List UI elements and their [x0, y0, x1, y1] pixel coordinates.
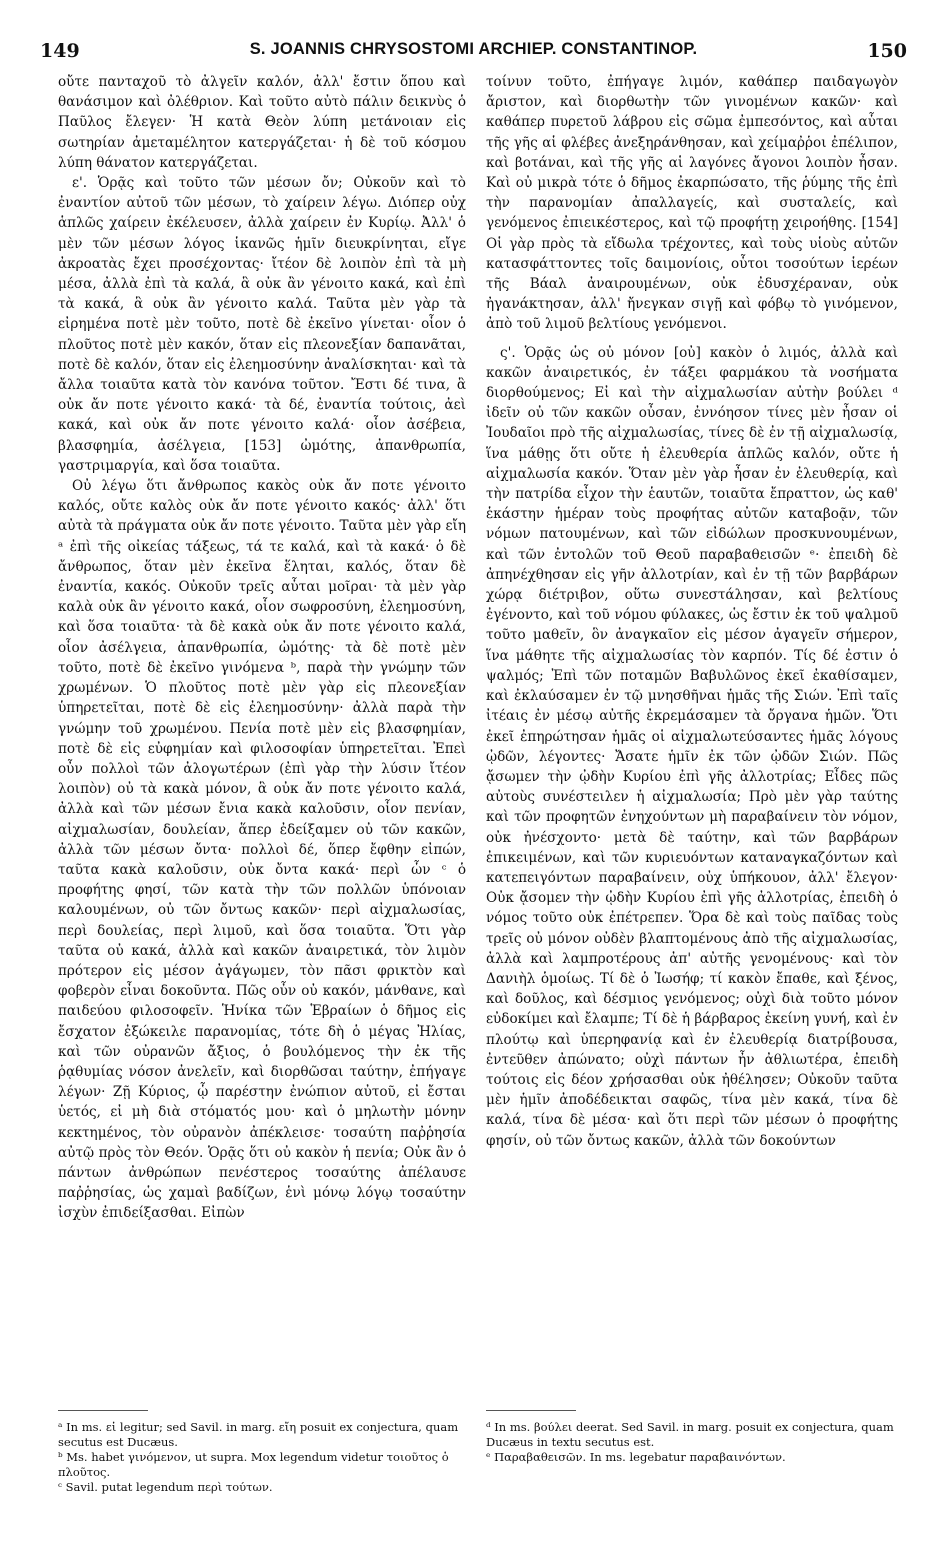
left-paragraph: Οὐ λέγω ὅτι ἄνθρωπος κακὸς οὐκ ἄν ποτε γένοιτο καλός, οὔτε καλὸς οὐκ ἄν ποτε γένοιτο κακός· ἀλλ' ὅτι αὐτὰ τὰ πράγματα οὐκ ἄν ποτε γένοιτο. Ταῦτα μὲν γὰρ εἴη ᵃ ἐπὶ τῆς οἰκείας τάξεως, τά τε καλά, καὶ τὰ κακά· ὁ δὲ ἄνθρωπος, ὅταν μὲν ἐκεῖνα ἕληται, καλός, ὅταν δὲ ἐναντία, κακός. Οὐκοῦν τρεῖς αὗται μοῖραι· τὰ μὲν γὰρ καλὰ οὐκ ἂν γένοιτο κακά, οἷον σωφροσύνη, ἐλεημοσύνη, καὶ ὅσα τοιαῦτα· τὰ δὲ κακὰ οὐκ ἄν ποτε γένοιτο καλά, οἷον ἀσέλγεια, ἀπανθρωπία, ὠμότης· τὰ δὲ ποτὲ μὲν τοῦτο, ποτὲ δὲ ἐκεῖνο γινόμενα ᵇ, παρὰ τὴν γνώμην τῶν χρωμένων. Ὁ πλοῦτος ποτὲ μὲν γὰρ εἰς πλεονεξίαν ὑπηρετεῖται, ποτὲ δὲ εἰς ἐλεημοσύνην· ἀλλὰ παρὰ τὴν γνώμην τοῦ χρωμένου. Πενία ποτὲ μὲν εἰς βλασφημίαν, ποτὲ δὲ εἰς εὐφημίαν καὶ φιλοσοφίαν ὑπηρετεῖται. Ἐπεὶ οὖν πολλοὶ τῶν ἀλογωτέρων (ἐπὶ γὰρ τὴν λύσιν ἴτέον λοιπὸν) οὐ τὰ κακὰ μόνον, ἃ οὐκ ἄν ποτε γένοιτο καλά, ἀλλὰ καὶ τῶν μέσων ἔνια κακὰ καλοῦσιν, οἷον πενίαν, αἰχμαλωσίαν, δουλείαν, ἅπερ ἐδείξαμεν οὐ τῶν κακῶν, ἀλλὰ τῶν μέσων ὄντα· πολλοὶ δέ, ὅπερ ἔφθην εἰπών, ταῦτα κακὰ καλοῦσιν, οὐκ ὄντα κακά· περὶ ὧν ᶜ ὁ προφήτης φησί, τῶν κατὰ τὴν τῶν πολλῶν ὑπόνοιαν καλουμένων, οὐ τῶν ὄντως κακῶν· περὶ αἰχμαλωσίας, περὶ δουλείας, περὶ λιμοῦ, καὶ ὅσα τοιαῦτα. Ὅτι γὰρ ταῦτα οὐ κακά, ἀλλὰ καὶ κακῶν ἀναιρετικά, τὸν λιμὸν πρότερον εἰς μέσον ἀγάγωμεν, τὸν πᾶσι φρικτὸν καὶ φοβερὸν εἶναι δοκοῦντα. Πῶς οὖν οὐ κακόν, μάνθανε, καὶ παιδεύου φιλοσοφεῖν. Ἡνίκα τῶν Ἑβραίων ὁ δῆμος εἰς ἔσχατον ἐξώκειλε παρανομίας, τότε δὴ ὁ μέγας Ἠλίας, καὶ τῶν οὐρανῶν ἄξιος, ὁ βουλόμενος τὴν ἐκ τῆς ῥᾳθυμίας νόσον ἀνελεῖν, καὶ διορθῶσαι ταύτην, ἐπήγαγε λέγων· Ζῇ Κύριος, ᾧ παρέστην ἐνώπιον αὐτοῦ, εἰ ἔσται ὑετός, εἰ μὴ διὰ στόματός μου· καὶ ὁ μηλωτὴν μόνην κεκτημένος, τὸν οὐρανὸν ἀπέκλεισε· τοσαύτη παῤῥησία αὐτῷ πρὸς τὸν Θεόν. Ὁρᾷς ὅτι οὐ κακὸν ἡ πενία; Οὐκ ἂν ὁ πάντων ἀνθρώπων πενέστερος τοσαύτης ἀπέλαυσε παῤῥησίας, ὡς χαμαὶ βαδίζων, ἑνὶ μόνῳ λόγῳ τοσαύτην ἰσχὺν ἐπιδείξασθαι. Εἰπὼν — [58, 478, 466, 1222]
footnote: ᵈ In ms. βούλει deerat. Sed Savil. in marg. posuit ex conjectura, quam Ducæus in textu secutus est. — [486, 1420, 894, 1449]
footnotes-right — [486, 1420, 898, 1465]
footnote: ᵃ In ms. εἰ legitur; sed Savil. in marg. εἴη posuit ex conjectura, quam secutus est Ducæus. — [58, 1420, 459, 1449]
right-paragraph: ς'. Ὁρᾷς ὡς οὐ μόνον [οὐ] κακὸν ὁ λιμός, ἀλλὰ καὶ κακῶν ἀναιρετικός, ἐν τάξει φαρμάκου τὰ νοσήματα διορθούμενος; Εἰ καὶ τὴν αἰχμαλωσίαν αὐτὴν βούλει ᵈ ἰδεῖν οὐ τῶν κακῶν οὖσαν, ἐννόησον τίνες μὲν ἦσαν οἱ Ἰουδαῖοι πρὸ τῆς αἰχμαλωσίας, τίνες δὲ ἐν τῇ αἰχμαλωσίᾳ, ἵνα μάθῃς ὅτι οὔτε ἡ ἐλευθερία ἁπλῶς καλόν, οὔτε ἡ αἰχμαλωσία κακόν. Ὅταν μὲν γὰρ ἦσαν ἐν ἐλευθερίᾳ, καὶ τὴν πατρίδα εἶχον τὴν ἑαυτῶν, τοιαῦτα ἔπραττον, ὡς καθ' ἑκάστην ἡμέραν τοὺς προφήτας αὐτῶν καταβοᾷν, τῶν νόμων πατουμένων, καὶ τῶν εἰδώλων προσκυνουμένων, καὶ τῶν ἐντολῶν τοῦ Θεοῦ παραβαθεισῶν ᵉ· ἐπειδὴ δὲ ἀπηνέχθησαν εἰς γῆν ἀλλοτρίαν, καὶ ἐν τῇ τῶν βαρβάρων χώρᾳ διέτριβον, οὕτω συνεστάλησαν, καὶ βελτίους ἐγένοντο, καὶ τοῦ νόμου φύλακες, ὡς ἔστιν ἐκ τοῦ ψαλμοῦ τοῦτο μαθεῖν, ὃν ἀναγκαῖον εἰς μέσον ἀγαγεῖν σήμερον, ἵνα μάθητε τῆς αἰχμαλωσίας τὸν καρπόν. Τίς δέ ἐστιν ὁ ψαλμός; Ἐπὶ τῶν ποταμῶν Βαβυλῶνος ἐκεῖ ἐκαθίσαμεν, καὶ ἐκλαύσαμεν ἐν τῷ μνησθῆναι ἡμᾶς τῆς Σιών. Ἐπὶ ταῖς ἰτέαις ἐν μέσῳ αὐτῆς ἐκρεμάσαμεν τὰ ὄργανα ἡμῶν. Ὅτι ἐκεῖ ἐπηρώτησαν ἡμᾶς οἱ αἰχμαλωτεύσαντες ἡμᾶς λόγους ᾠδῶν, λέγοντες· Ἄσατε ἡμῖν ἐκ τῶν ᾠδῶν Σιών. Πῶς ᾄσωμεν τὴν ᾠδὴν Κυρίου ἐπὶ γῆς ἀλλοτρίας; Εἶδες πῶς αὐτοὺς συνέστειλεν ἡ αἰχμαλωσία; Πρὸ μὲν γὰρ ταύτης καὶ τῶν προφητῶν ἐνηχούντων μὴ παραβαίνειν τὸν νόμον, οὐκ ἠνέσχοντο· μετὰ δὲ ταύτην, καὶ τῶν βαρβάρων ἐπικειμένων, καὶ τῶν κυριευόντων καταναγκαζόντων καὶ κατεπειγόντων παραβαίνειν, οὐχ ὑπήκουον, ἀλλ' ἔλεγον· Οὐκ ᾄσομεν τὴν ᾠδὴν Κυρίου ἐπὶ γῆς ἀλλοτρίας, ἐπειδὴ ὁ νόμος τοῦτο οὐκ ἐπέτρεπεν. Ὅρα δὲ καὶ τοὺς παῖδας τοὺς τρεῖς οὐ μόνον οὐδὲν βλαπτομένους ἀπὸ τῆς αἰχμαλωσίας, ἀλλὰ καὶ λαμπροτέρους ἀπ' αὐτῆς γενομένους· καὶ τὸν Δανιὴλ ὁμοίως. Τί δὲ ὁ Ἰωσήφ; τί κακὸν ἔπαθε, καὶ ξένος, καὶ δοῦλος, καὶ δέσμιος γενόμενος; οὐχὶ διὰ τοῦτο μόνον εὐδοκίμει καὶ ἔλαμπε; Τί δὲ ἡ βάρβαρος ἐκείνη γυνή, καὶ ἐν πλούτῳ καὶ ὑπερηφανίᾳ καὶ ἐν ἐλευθερίᾳ διατρίβουσα, ἐντεῦθεν ἀπώνατο; οὐχὶ πάντων ἦν ἀθλιωτέρα, ἐπειδὴ τούτοις εἰς δέον χρήσασθαι οὐκ ἠθέλησεν; Οὐκοῦν ταῦτα μὲν ἡμῖν ἀποδέδεικται σαφῶς, τίνα μὲν κακά, τίνα δὲ καλά, τίνα δὲ μέσα· καὶ ὅτι περὶ τῶν μέσων ὁ προφήτης φησίν, οὐ τῶν ὄντως κακῶν, ἀλλὰ τῶν δοκούντων — [486, 344, 898, 1149]
right-column — [486, 72, 898, 1151]
left-paragraph: ε'. Ὁρᾷς καὶ τοῦτο τῶν μέσων ὄν; Οὐκοῦν καὶ τὸ ἐναντίον αὐτοῦ τῶν μέσων, τὸ χαίρειν λέγω. Διόπερ οὐχ ἁπλῶς χαίρειν ἐκέλευσεν, ἀλλὰ χαίρειν ἐν Κυρίῳ. Ἀλλ' ὁ μὲν τῶν μέσων λόγος ἱκανῶς ἡμῖν διευκρίνηται, εἴγε ἀκροατὰς ἔχει προσέχοντας· ἴτέον δὲ λοιπὸν ἐπὶ τὰ μὴ μέσα, ἀλλὰ ἐπὶ τὰ καλά, ἃ οὐκ ἂν γένοιτο κακά, καὶ ἐπὶ τὰ κακά, ἃ οὐκ ἂν γένοιτο καλά. Ταῦτα μὲν γὰρ τὰ εἰρημένα ποτὲ μὲν τοῦτο, ποτὲ δὲ ἐκεῖνο γίνεται· οἷον ὁ πλοῦτος ποτὲ μὲν κακόν, ὅταν εἰς πλεονεξίαν δαπανᾶται, ποτὲ δὲ καλόν, ὅταν εἰς ἐλεημοσύνην ἀναλίσκηται· καὶ τὰ ἄλλα τοιαῦτα κατὰ τὸν κανόνα τοῦτον. Ἔστι δέ τινα, ἃ οὐκ ἄν ποτε γένοιτο κακά· τὰ δέ, ἐναντία τούτοις, ἀεὶ κακά, καὶ οὐκ ἄν ποτε γένοιτο καλά· οἷον ἀσέβεια, βλασφημία, ἀσέλγεια, [153] ὠμότης, ἀπανθρωπία, γαστριμαργία, καὶ ὅσα τοιαῦτα. — [58, 175, 466, 474]
running-title: S. JOANNIS CHRYSOSTOMI ARCHIEP. CONSTANTINOP. — [249, 40, 698, 58]
footnotes-left — [58, 1420, 466, 1495]
page-header — [40, 40, 907, 66]
right-paragraph: τοίνυν τοῦτο, ἐπήγαγε λιμόν, καθάπερ παιδαγωγὸν ἄριστον, καὶ διορθωτὴν τῶν γινομένων κακῶν· καὶ καθάπερ πυρετοῦ λάβρου εἰς σῶμα ἐμπεσόντος, καὶ αὗται τῆς γῆς αἱ φλέβες ἀνεξηράνθησαν, καὶ χείμαῤῥοι ἐπέλιπον, καὶ βοτάναι, καὶ τῆς γῆς αἱ λαγόνες ἄγονοι λοιπὸν ἦσαν. Καὶ οὐ μικρὰ τότε ὁ δῆμος ἐκαρπώσατο, τῆς ῥύμης τῆς ἐπὶ τὴν παρανομίαν ἀπαλλαγείς, καὶ συσταλείς, καὶ γενόμενος ἐπιεικέστερος, καὶ τῷ προφήτῃ χειροήθης. [154] Οἱ γὰρ πρὸς τὰ εἴδωλα τρέχοντες, καὶ τοὺς υἱοὺς αὐτῶν κατασφάττοντες τοῖς δαιμονίοις, οὗτοι τοσούτων ἱερέων τῆς Βάαλ ἀναιρουμένων, οὐκ ἐδυσχέραναν, οὐκ ἠγανάκτησαν, ἀλλ' ἤνεγκαν σιγῇ καὶ φόβῳ τὸ γινόμενον, ἀπὸ τοῦ λιμοῦ βελτίους γενόμενοι. — [486, 74, 898, 333]
footnote: ᶜ Savil. putat legendum περὶ τούτων. — [58, 1480, 273, 1494]
left-page-number: 149 — [40, 40, 80, 62]
left-column — [58, 72, 466, 1224]
left-paragraph: οὔτε πανταχοῦ τὸ ἀλγεῖν καλόν, ἀλλ' ἔστιν ὅπου καὶ θανάσιμον καὶ ὀλέθριον. Καὶ τοῦτο αὐτὸ πάλιν δεικνὺς ὁ Παῦλος ἔλεγεν· Ἡ κατὰ Θεὸν λύπη μετάνοιαν εἰς σωτηρίαν ἀμεταμέλητον κατεργάζεται· ἡ δὲ τοῦ κόσμου λύπη θάνατον κατεργάζεται. — [58, 74, 466, 171]
footnote-rule-right — [486, 1410, 576, 1411]
right-page-number: 150 — [867, 40, 907, 62]
footnote: ᵉ Παραβαθεισῶν. In ms. legebatur παραβαινόντων. — [486, 1450, 786, 1464]
footnote: ᵇ Ms. habet γινόμενον, ut supra. Mox legendum videtur τοιοῦτος ὁ πλοῦτος. — [58, 1450, 449, 1479]
footnote-rule-left — [58, 1410, 148, 1411]
